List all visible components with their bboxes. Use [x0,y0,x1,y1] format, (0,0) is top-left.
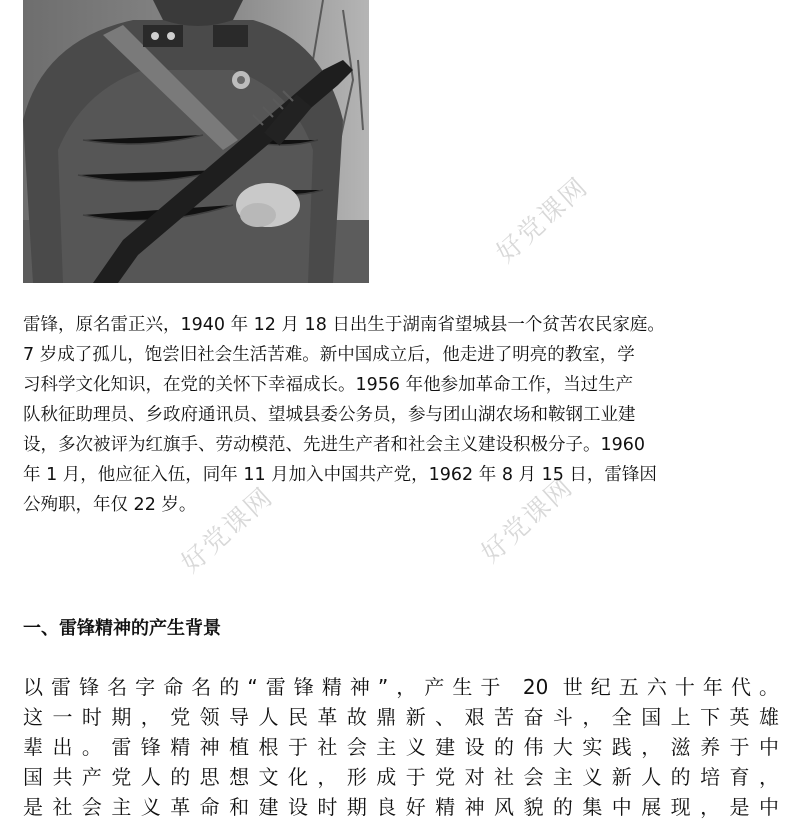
bio-line: 年 1 月，他应征入伍，同年 11 月加入中国共产党，1962 年 8 月 15 日，雷锋因 [23,465,657,485]
spirit-line: 国共产党人的思想文化，形成于党对社会主义新人的培育， [23,765,779,789]
biography-paragraph [23,310,783,520]
spirit-line: 这一时期，党领导人民革故鼎新、艰苦奋斗，全国上下英雄 [23,705,779,729]
bio-line: 队秋征助理员、乡政府通讯员、望城县委公务员，参与团山湖农场和鞍钢工业建 [23,405,636,425]
spirit-line: 以雷锋名字命名的“雷锋精神”，产生于 20 世纪五六十年代。 [23,675,779,699]
bio-line: 设，多次被评为红旗手、劳动模范、先进生产者和社会主义建设积极分子。1960 [23,435,646,455]
section-heading: 一、雷锋精神的产生背景 [23,618,221,639]
bio-line: 公殉职，年仅 22 岁。 [23,495,197,515]
watermark-text: 好党课网 [476,471,580,569]
spirit-line: 辈出。雷锋精神植根于社会主义建设的伟大实践，滋养于中 [23,735,779,759]
bio-line: 习科学文化知识，在党的关怀下幸福成长。1956 年他参加革命工作，当过生产 [23,375,634,395]
watermark-text: 好党课网 [491,171,595,269]
soldier-rifle-illustration [23,0,369,283]
spirit-line: 是社会主义革命和建设时期良好精神风貌的集中展现，是中 [23,795,779,819]
watermark-text: 好党课网 [176,481,280,579]
portrait-photo [23,0,369,283]
bio-line: 雷锋，原名雷正兴，1940 年 12 月 18 日出生于湖南省望城县一个贫苦农民家庭。 [23,315,665,335]
bio-line: 7 岁成了孤儿，饱尝旧社会生活苦难。新中国成立后，他走进了明亮的教室，学 [23,345,635,365]
